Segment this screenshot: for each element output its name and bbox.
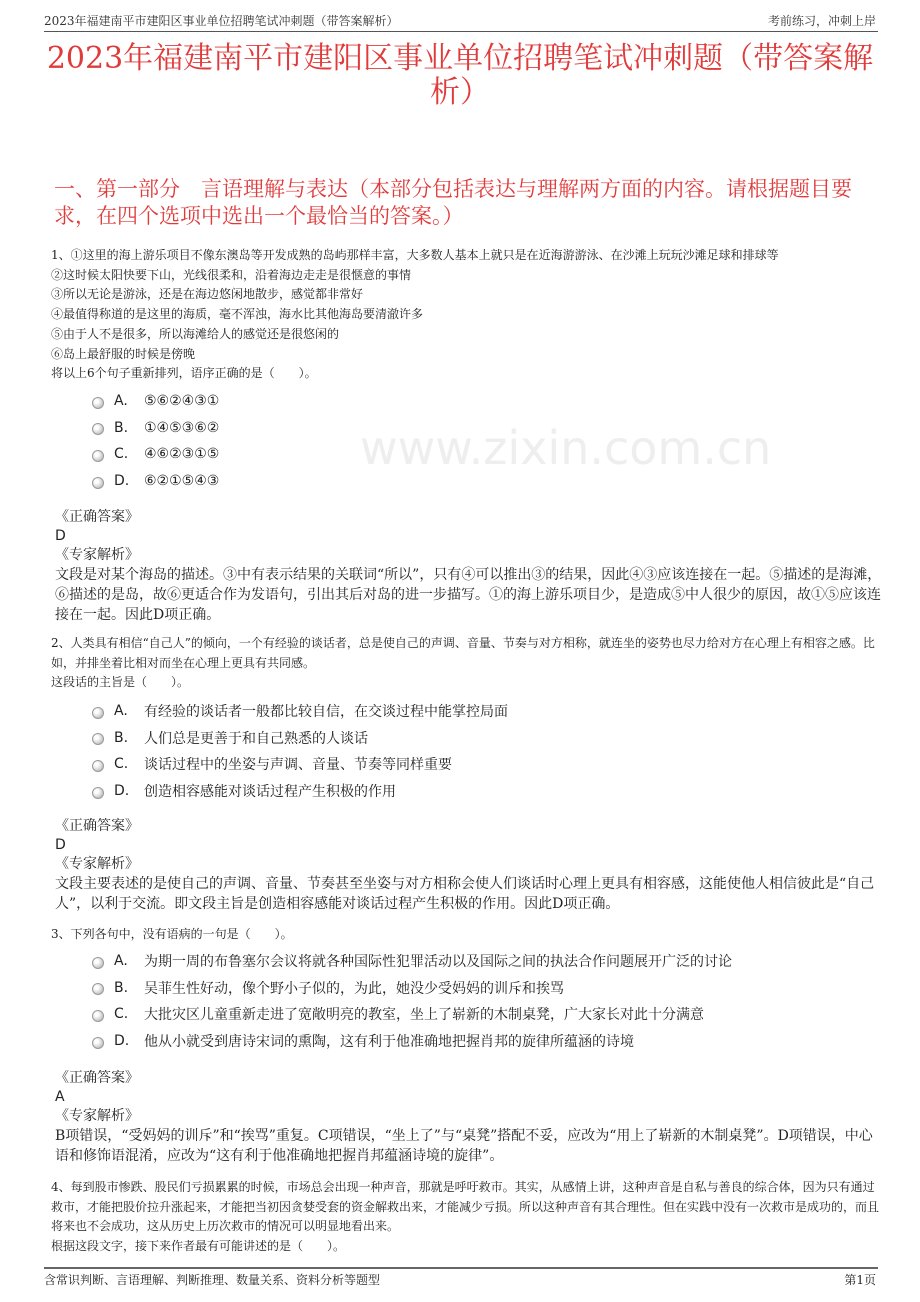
option-text: 大批灾区儿童重新走进了宽敞明亮的教室，坐上了崭新的木制桌凳，广大家长对此十分满意 [144,1007,704,1024]
option-letter: D. [114,473,130,490]
section-heading: 一、第一部分 言语理解与表达（本部分包括表达与理解两方面的内容。请根据题目要求，在四个选项中选出一个最恰当的答案。） [54,177,852,228]
answer-label: 《正确答案》 [55,509,139,525]
option-letter: B. [114,729,129,746]
question-1-answer [55,508,885,625]
option-letter: B. [114,419,129,436]
footer-divider [44,1267,878,1269]
analysis-text: 文段主要表述的是使自己的声调、音量、节奏甚至坐姿与对方相称会使人们谈话时心理上更具有相容感，这能使他人相信彼此是“自己人”，以利于交流。即文段主旨是创造相容感能对谈话过程产生积极的作用。因此D项正确。 [55,876,875,912]
answer-label: 《正确答案》 [55,818,139,834]
radio-icon[interactable] [92,1037,104,1049]
option-text: 创造相容感能对谈话过程产生积极的作用 [144,784,396,801]
stem-line: ⑥岛上最舒服的时候是傍晚 [51,346,196,361]
option-text: 有经验的谈话者一般都比较自信，在交谈过程中能掌控局面 [144,704,508,721]
analysis-text: 文段是对某个海岛的描述。③中有表示结果的关联词“所以”，只有④可以推出③的结果，因此④③应该连接在一起。⑤描述的是海滩，⑥描述的是岛，故⑥更适合作为发语句，引出其后对岛的进一步描写。①的海上游乐项目少，是造成⑤中人很少的原因，故①⑤应该连接在一起。因此D项正确。 [55,567,882,623]
analysis-label: 《专家解析》 [55,547,139,563]
option-letter: D. [114,1033,130,1050]
stem-line: 4、每到股市惨跌、股民们亏损累累的时候，市场总会出现一种声音，那就是呼吁救市。其实，从感情上讲，这种声音是自私与善良的综合体，因为只有通过救市，才能把股价拉升涨起来，才能把当初因贪婪受套的资金解救出来，才能减少亏损。所以这种声音有其合理性。但在实践中没有一次救市是成功的，而且将来也不会成功，这从历史上历次救市的情况可以明显地看出来。 [51,1180,880,1233]
option-letter: B. [114,979,129,996]
analysis-label: 《专家解析》 [55,856,139,872]
radio-icon[interactable] [92,983,104,995]
option-letter: C. [114,1006,129,1023]
option-c[interactable] [92,1001,732,1028]
option-d[interactable] [92,1028,732,1055]
option-text: 为期一周的布鲁塞尔会议将就各种国际性犯罪活动以及国际之间的执法合作问题展开广泛的讨论 [144,954,732,971]
radio-icon[interactable] [92,397,104,409]
question-1-options [92,388,219,494]
radio-icon[interactable] [92,787,104,799]
radio-icon[interactable] [92,1010,104,1022]
stem-line: 3、下列各句中，没有语病的一句是（ ）。 [51,927,293,941]
option-letter: A. [114,393,128,410]
option-d[interactable] [92,468,219,495]
option-text: 吴菲生性好动，像个野小子似的，为此，她没少受妈妈的训斥和挨骂 [144,980,564,997]
option-a[interactable] [92,698,508,725]
stem-line: ②这时候太阳快要下山，光线很柔和，沿着海边走走是很惬意的事情 [51,267,412,282]
option-letter: C. [114,446,129,463]
answer-value: D [55,528,66,544]
header-doc-title: 2023年福建南平市建阳区事业单位招聘笔试冲刺题（带答案解析） [44,14,399,28]
option-a[interactable] [92,388,219,415]
question-3-stem [51,925,881,945]
stem-line: ⑤由于人不是很多，所以海滩给人的感觉还是很悠闲的 [51,326,340,341]
radio-icon[interactable] [92,477,104,489]
option-text: 人们总是更善于和自己熟悉的人谈话 [144,730,368,747]
page-title: 2023年福建南平市建阳区事业单位招聘笔试冲刺题（带答案解析） [46,41,874,110]
stem-line: ③所以无论是游泳，还是在海边悠闲地散步，感觉都非常好 [51,287,364,302]
stem-line: 1、①这里的海上游乐项目不像东澳岛等开发成熟的岛屿那样丰富，大多数人基本上就只是在近海游游泳、在沙滩上玩玩沙滩足球和排球等 [51,248,779,262]
option-letter: D. [114,783,130,800]
answer-value: A [55,1089,65,1105]
analysis-text: B项错误，“受妈妈的训斥”和“挨骂”重复。C项错误，“坐上了”与“桌凳”搭配不妥，应改为“用上了崭新的木制桌凳”。D项错误，中心语和修饰语混淆，应改为“这有利于他准确地把握肖邦蕴涵诗境的旋律”。 [55,1128,873,1164]
radio-icon[interactable] [92,733,104,745]
option-c[interactable] [92,441,219,468]
question-4-stem [51,1178,881,1256]
question-3-answer [55,1069,885,1166]
question-1-stem [51,246,881,384]
answer-label: 《正确答案》 [55,1070,139,1086]
radio-icon[interactable] [92,760,104,772]
option-b[interactable] [92,975,732,1002]
radio-icon[interactable] [92,423,104,435]
option-text: ④⑥②③①⑤ [144,446,220,463]
question-2-answer [55,817,885,914]
option-letter: A. [114,953,128,970]
stem-line: 2、人类具有相信“自己人”的倾向，一个有经验的谈话者，总是使自己的声调、音量、节奏与对方相称，就连坐的姿势也尽力给对方在心理上有相容之感。比如，并排坐着比相对而坐在心理上更具有共同感。 [51,636,875,670]
analysis-label: 《专家解析》 [55,1108,139,1124]
question-3-options [92,948,732,1054]
stem-line: 将以上6个句子重新排列，语序正确的是（ ）。 [51,366,317,381]
stem-line: 这段话的主旨是（ ）。 [51,675,190,690]
option-letter: C. [114,756,129,773]
answer-value: D [55,837,66,853]
radio-icon[interactable] [92,450,104,462]
question-2-stem [51,634,881,693]
radio-icon[interactable] [92,957,104,969]
option-b[interactable] [92,415,219,442]
option-b[interactable] [92,725,508,752]
stem-line: 根据这段文字，接下来作者最有可能讲述的是（ ）。 [51,1238,346,1253]
option-text: ⑥②①⑤④③ [144,473,220,490]
option-text: ⑤⑥②④③① [144,393,220,410]
footer-note: 含常识判断、言语理解、判断推理、数量关系、资料分析等题型 [44,1273,381,1287]
option-c[interactable] [92,751,508,778]
radio-icon[interactable] [92,707,104,719]
option-text: 他从小就受到唐诗宋词的熏陶，这有利于他准确地把握肖邦的旋律所蕴涵的诗境 [144,1034,634,1051]
option-a[interactable] [92,948,732,975]
header-slogan: 考前练习，冲刺上岸 [767,14,876,28]
page-number: 第1页 [844,1273,876,1287]
question-2-options [92,698,508,804]
option-text: 谈话过程中的坐姿与声调、音量、节奏等同样重要 [144,757,452,774]
watermark: www.zixin.com.cn [360,421,772,475]
option-letter: A. [114,703,128,720]
option-d[interactable] [92,778,508,805]
header-divider [44,31,878,32]
option-text: ①④⑤③⑥② [144,419,220,436]
stem-line: ④最值得称道的是这里的海质，毫不浑浊，海水比其他海岛要清澈许多 [51,307,424,322]
